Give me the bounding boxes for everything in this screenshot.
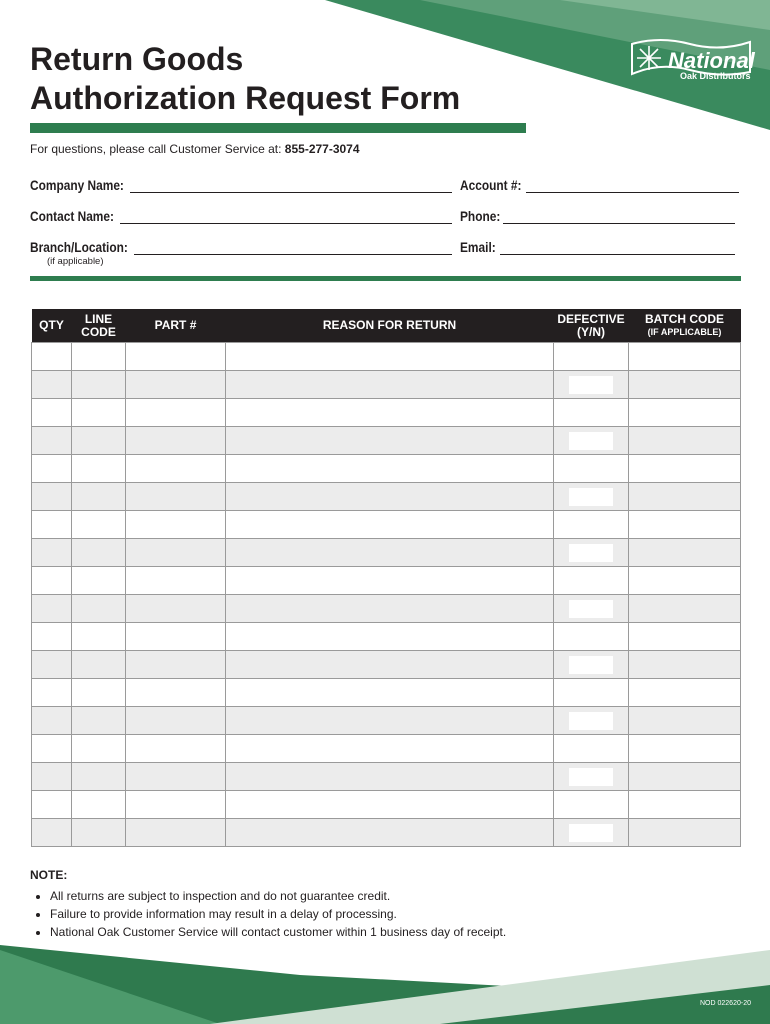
line-code-cell[interactable] <box>72 651 126 679</box>
table-row <box>32 595 741 623</box>
part-number-cell[interactable] <box>126 679 226 707</box>
column-header-batch-code: BATCH CODE (IF APPLICABLE) <box>629 309 741 343</box>
part-number-cell[interactable] <box>126 819 226 847</box>
table-row <box>32 819 741 847</box>
part-number-cell[interactable] <box>126 791 226 819</box>
column-header-defective: DEFECTIVE (Y/N) <box>554 309 629 343</box>
part-number-cell[interactable] <box>126 455 226 483</box>
reason-cell[interactable] <box>226 623 554 651</box>
qty-cell[interactable] <box>32 371 72 399</box>
branch-location-field[interactable] <box>134 254 452 255</box>
batch-code-cell[interactable] <box>629 399 741 427</box>
contact-name-label: Contact Name: <box>30 208 114 224</box>
qty-cell[interactable] <box>32 343 72 371</box>
line-code-cell[interactable] <box>72 623 126 651</box>
qty-cell[interactable] <box>32 399 72 427</box>
line-code-cell[interactable] <box>72 679 126 707</box>
defective-cell[interactable] <box>554 539 629 567</box>
table-row <box>32 567 741 595</box>
batch-code-cell[interactable] <box>629 679 741 707</box>
phone-number: 855-277-3074 <box>284 142 360 156</box>
table-row <box>32 791 741 819</box>
line-code-cell[interactable] <box>72 455 126 483</box>
batch-code-cell[interactable] <box>629 623 741 651</box>
table-row <box>32 539 741 567</box>
reason-cell[interactable] <box>226 455 554 483</box>
defective-cell[interactable] <box>554 567 629 595</box>
reason-cell[interactable] <box>226 511 554 539</box>
defective-cell[interactable] <box>554 483 629 511</box>
title-underline-bar <box>30 123 526 133</box>
line-code-cell[interactable] <box>72 427 126 455</box>
defective-cell[interactable] <box>554 707 629 735</box>
page-title <box>30 40 460 118</box>
batch-code-cell[interactable] <box>629 791 741 819</box>
column-header-line-code: LINE CODE <box>72 309 126 343</box>
defective-cell[interactable] <box>554 427 629 455</box>
table-row <box>32 679 741 707</box>
defective-input-box[interactable] <box>569 712 613 730</box>
defective-cell[interactable] <box>554 651 629 679</box>
line-code-cell[interactable] <box>72 343 126 371</box>
qty-cell[interactable] <box>32 791 72 819</box>
batch-code-cell[interactable] <box>629 455 741 483</box>
part-number-cell[interactable] <box>126 651 226 679</box>
table-row <box>32 735 741 763</box>
defective-input-box[interactable] <box>569 544 613 562</box>
table-row <box>32 343 741 371</box>
table-row <box>32 651 741 679</box>
batch-code-cell[interactable] <box>629 735 741 763</box>
batch-code-cell[interactable] <box>629 651 741 679</box>
email-field[interactable] <box>500 254 735 255</box>
table-row <box>32 763 741 791</box>
batch-code-cell[interactable] <box>629 567 741 595</box>
reason-cell[interactable] <box>226 595 554 623</box>
qty-cell[interactable] <box>32 763 72 791</box>
table-body <box>32 343 741 847</box>
defective-cell[interactable] <box>554 343 629 371</box>
qty-cell[interactable] <box>32 511 72 539</box>
defective-cell[interactable] <box>554 595 629 623</box>
defective-cell[interactable] <box>554 791 629 819</box>
reason-cell[interactable] <box>226 735 554 763</box>
qty-cell[interactable] <box>32 735 72 763</box>
branch-location-label: Branch/Location: <box>30 239 128 255</box>
part-number-cell[interactable] <box>126 763 226 791</box>
note-item: • All returns are subject to inspection and do not guarantee credit. <box>50 887 506 905</box>
defective-cell[interactable] <box>554 679 629 707</box>
account-label: Account #: <box>460 177 522 193</box>
company-logo <box>630 38 756 84</box>
defective-cell[interactable] <box>554 371 629 399</box>
part-number-cell[interactable] <box>126 399 226 427</box>
batch-code-cell[interactable] <box>629 707 741 735</box>
reason-cell[interactable] <box>226 371 554 399</box>
defective-cell[interactable] <box>554 511 629 539</box>
section-divider <box>30 276 741 281</box>
title-line-2: Authorization Request Form <box>30 80 461 116</box>
part-number-cell[interactable] <box>126 427 226 455</box>
reason-cell[interactable] <box>226 651 554 679</box>
defective-input-box[interactable] <box>569 376 613 394</box>
line-code-cell[interactable] <box>72 735 126 763</box>
part-number-cell[interactable] <box>126 735 226 763</box>
defective-input-box[interactable] <box>569 656 613 674</box>
defective-cell[interactable] <box>554 735 629 763</box>
reason-cell[interactable] <box>226 679 554 707</box>
reason-cell[interactable] <box>226 399 554 427</box>
batch-code-cell[interactable] <box>629 343 741 371</box>
batch-code-cell[interactable] <box>629 371 741 399</box>
reason-cell[interactable] <box>226 427 554 455</box>
qty-cell[interactable] <box>32 707 72 735</box>
qty-cell[interactable] <box>32 455 72 483</box>
qty-cell[interactable] <box>32 819 72 847</box>
qty-cell[interactable] <box>32 595 72 623</box>
table-row <box>32 427 741 455</box>
reason-cell[interactable] <box>226 567 554 595</box>
reason-cell[interactable] <box>226 539 554 567</box>
branch-hint: (if applicable) <box>47 256 104 267</box>
defective-input-box[interactable] <box>569 824 613 842</box>
column-header-reason: REASON FOR RETURN <box>226 309 554 343</box>
table-row <box>32 483 741 511</box>
defective-input-box[interactable] <box>569 600 613 618</box>
phone-label: Phone: <box>460 208 501 224</box>
logo-name: National <box>668 48 755 73</box>
qty-cell[interactable] <box>32 427 72 455</box>
batch-code-cell[interactable] <box>629 483 741 511</box>
defective-input-box[interactable] <box>569 432 613 450</box>
note-item: • Failure to provide information may result in a delay of processing. <box>50 905 506 923</box>
table-row <box>32 623 741 651</box>
table-header-row <box>32 309 741 343</box>
intro-text: For questions, please call Customer Service at: <box>30 142 282 156</box>
starburst-icon <box>637 46 661 70</box>
company-name-label: Company Name: <box>30 177 124 193</box>
reason-cell[interactable] <box>226 819 554 847</box>
defective-input-box[interactable] <box>569 488 613 506</box>
note-item: • National Oak Customer Service will contact customer within 1 business day of receipt. <box>50 923 506 941</box>
column-header-qty: QTY <box>32 309 72 343</box>
line-code-cell[interactable] <box>72 483 126 511</box>
defective-cell[interactable] <box>554 623 629 651</box>
table-row <box>32 371 741 399</box>
part-number-cell[interactable] <box>126 707 226 735</box>
part-number-cell[interactable] <box>126 567 226 595</box>
qty-cell[interactable] <box>32 679 72 707</box>
qty-cell[interactable] <box>32 483 72 511</box>
batch-code-cell[interactable] <box>629 595 741 623</box>
line-code-cell[interactable] <box>72 791 126 819</box>
qty-cell[interactable] <box>32 539 72 567</box>
batch-code-cell[interactable] <box>629 539 741 567</box>
reason-cell[interactable] <box>226 763 554 791</box>
email-label: Email: <box>460 239 496 255</box>
line-code-cell[interactable] <box>72 595 126 623</box>
document-code: NOD 022620-20 <box>700 1000 751 1007</box>
notes-section <box>30 868 506 941</box>
qty-cell[interactable] <box>32 651 72 679</box>
batch-code-cell[interactable] <box>629 763 741 791</box>
table-row <box>32 707 741 735</box>
note-title: NOTE: <box>30 868 68 882</box>
logo-subtitle: Oak Distributors <box>680 71 751 81</box>
qty-cell[interactable] <box>32 623 72 651</box>
line-code-cell[interactable] <box>72 399 126 427</box>
line-code-cell[interactable] <box>72 371 126 399</box>
batch-code-cell[interactable] <box>629 427 741 455</box>
line-code-cell[interactable] <box>72 539 126 567</box>
line-code-cell[interactable] <box>72 567 126 595</box>
title-line-1: Return Goods <box>30 41 244 77</box>
batch-code-cell[interactable] <box>629 511 741 539</box>
line-code-cell[interactable] <box>72 707 126 735</box>
account-field[interactable] <box>526 192 739 193</box>
reason-cell[interactable] <box>226 343 554 371</box>
batch-code-cell[interactable] <box>629 819 741 847</box>
line-code-cell[interactable] <box>72 511 126 539</box>
reason-cell[interactable] <box>226 707 554 735</box>
reason-cell[interactable] <box>226 483 554 511</box>
customer-service-line <box>30 142 360 156</box>
line-code-cell[interactable] <box>72 819 126 847</box>
defective-cell[interactable] <box>554 455 629 483</box>
part-number-cell[interactable] <box>126 371 226 399</box>
part-number-cell[interactable] <box>126 343 226 371</box>
part-number-cell[interactable] <box>126 623 226 651</box>
table-row <box>32 511 741 539</box>
part-number-cell[interactable] <box>126 511 226 539</box>
defective-input-box[interactable] <box>569 768 613 786</box>
line-code-cell[interactable] <box>72 763 126 791</box>
defective-cell[interactable] <box>554 819 629 847</box>
company-name-field[interactable] <box>130 192 452 193</box>
defective-cell[interactable] <box>554 763 629 791</box>
note-list <box>30 887 506 941</box>
phone-field[interactable] <box>503 223 735 224</box>
return-items-table <box>31 309 741 847</box>
part-number-cell[interactable] <box>126 483 226 511</box>
defective-cell[interactable] <box>554 399 629 427</box>
part-number-cell[interactable] <box>126 595 226 623</box>
table-row <box>32 399 741 427</box>
table-row <box>32 455 741 483</box>
column-header-part: PART # <box>126 309 226 343</box>
contact-name-field[interactable] <box>120 223 452 224</box>
reason-cell[interactable] <box>226 791 554 819</box>
qty-cell[interactable] <box>32 567 72 595</box>
part-number-cell[interactable] <box>126 539 226 567</box>
